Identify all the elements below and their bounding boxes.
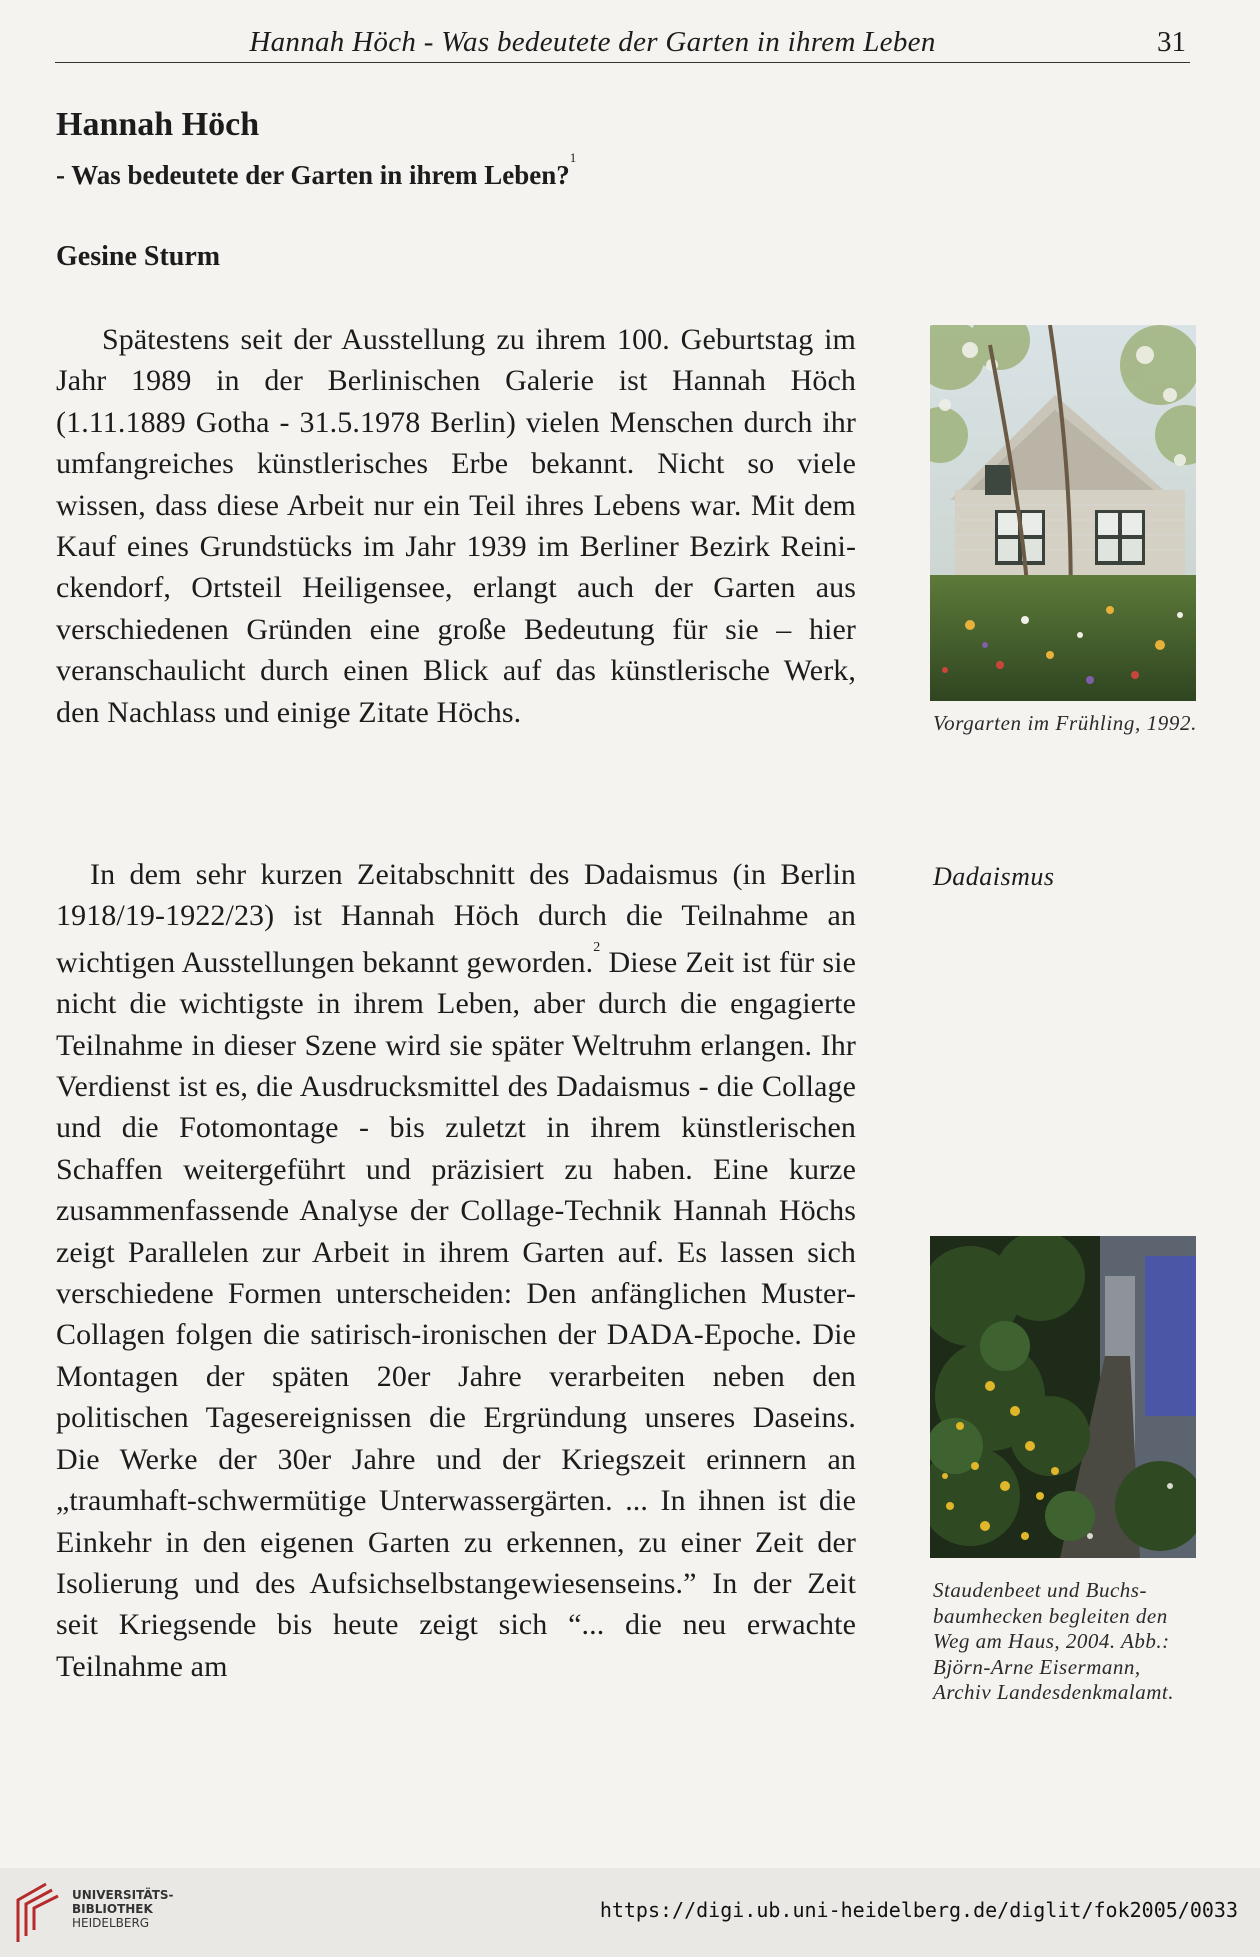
body-paragraph-2-part2: Diese Zeit ist für sie nicht die wichtigste in ihrem Leben, aber durch die engagierte Teilnahme in dieser Szene wird sie später Weltruhm erlangen. Ihr Verdienst ist es, die Ausdrucksmittel des Dadaismus - die Collage und die Fotomontage - bis zuletzt in ihrem künstlerischen Schaffen weitergeführt und präzisiert zu haben. Eine kurze zusammenfassende Analyse der Collage-Technik Hannah Höchs zeigt Parallelen zur Arbeit in ihrem Garten auf. Es lassen sich verschiedene Formen unterscheiden: Den anfänglichen Muster-Collagen folgen die satirisch-ironischen der DADA-Epoche. Die Montagen der späten 20er Jahre verarbeiten neben den politischen Tagesereignissen die Ergründung unseres Daseins. Die Werke der 30er Jahre und der Kriegszeit erinnern an „traumhaft-schwermütige Unterwassergärten. ... In ihnen ist die Einkehr in den eigenen Garten zu erkennen, zu einer Zeit der Isolierung und des Aufsichselbstangewiesenseins.” In der Zeit seit Kriegsende bis heute zeigt sich “... die neu erwachte Teilnahme am	[56, 945, 856, 1683]
permalink-url[interactable]: https://digi.ub.uni-heidelberg.de/diglit/fok2005/0033	[599, 1898, 1238, 1922]
caption-photo-2: Staudenbeet und Buchsbaumhecken begleiten den Weg am Haus, 2004. Abb.: Björn-Arne Eisermann, Archiv Landesdenkmalamt.	[933, 1578, 1175, 1704]
photo-path-along-house	[930, 1236, 1196, 1558]
article-subtitle-text: - Was bedeutete der Garten in ihrem Leben?	[56, 160, 570, 190]
library-name-line3: HEIDELBERG	[72, 1916, 150, 1930]
article-author: Gesine Sturm	[56, 241, 221, 272]
digitization-footer	[0, 1868, 1260, 1957]
footnote-marker-2: 2	[593, 939, 601, 955]
article-title: Hannah Höch	[56, 106, 260, 143]
body-paragraph-1: Spätestens seit der Ausstellung zu ihrem 100. Geburtstag im Jahr 1989 in der Berlinischen Galerie ist Hannah Höch (1.11.1889 Gotha - 31.5.1978 Berlin) vielen Menschen durch ihr umfangreiches künstlerisches Erbe bekannt. Nicht so viele wissen, dass diese Arbeit nur ein Teil ihres Lebens war. Mit dem Kauf eines Grundstücks im Jahr 1939 im Berliner Bezirk Reinickendorf, Ortsteil Heiligensee, erlangt auch der Garten aus verschiedenen Gründen eine große Bedeutung für sie – hier veranschaulicht durch einen Blick auf das künstlerische Werk, den Nachlass und einige Zitate Höchs.	[56, 323, 856, 729]
running-head-title: Hannah Höch - Was bedeutete der Garten in ihrem Leben	[249, 26, 936, 58]
margin-heading-dadaismus: Dadaismus	[933, 862, 1055, 891]
library-name-line2: BIBLIOTHEK	[72, 1902, 153, 1916]
footnote-marker-1: 1	[569, 150, 577, 165]
library-name-line1: UNIVERSITÄTS-	[72, 1888, 174, 1902]
caption-photo-1: Vorgarten im Frühling, 1992.	[933, 711, 1197, 735]
body-paragraph-2	[56, 854, 856, 1687]
ub-heidelberg-logo-icon[interactable]	[12, 1880, 64, 1946]
photo-front-garden-spring	[930, 325, 1196, 701]
body-paragraph-2-part1: In dem sehr kurzen Zeitabschnitt des Dadaismus (in Berlin 1918/19-1922/23) ist Hannah Höch durch die Teilnahme an wichtigen Ausstellungen bekannt geworden.	[56, 858, 856, 979]
page-number: 31	[1157, 26, 1186, 58]
library-name	[72, 1888, 174, 1930]
running-head	[55, 26, 1190, 63]
article-subtitle	[56, 150, 577, 191]
